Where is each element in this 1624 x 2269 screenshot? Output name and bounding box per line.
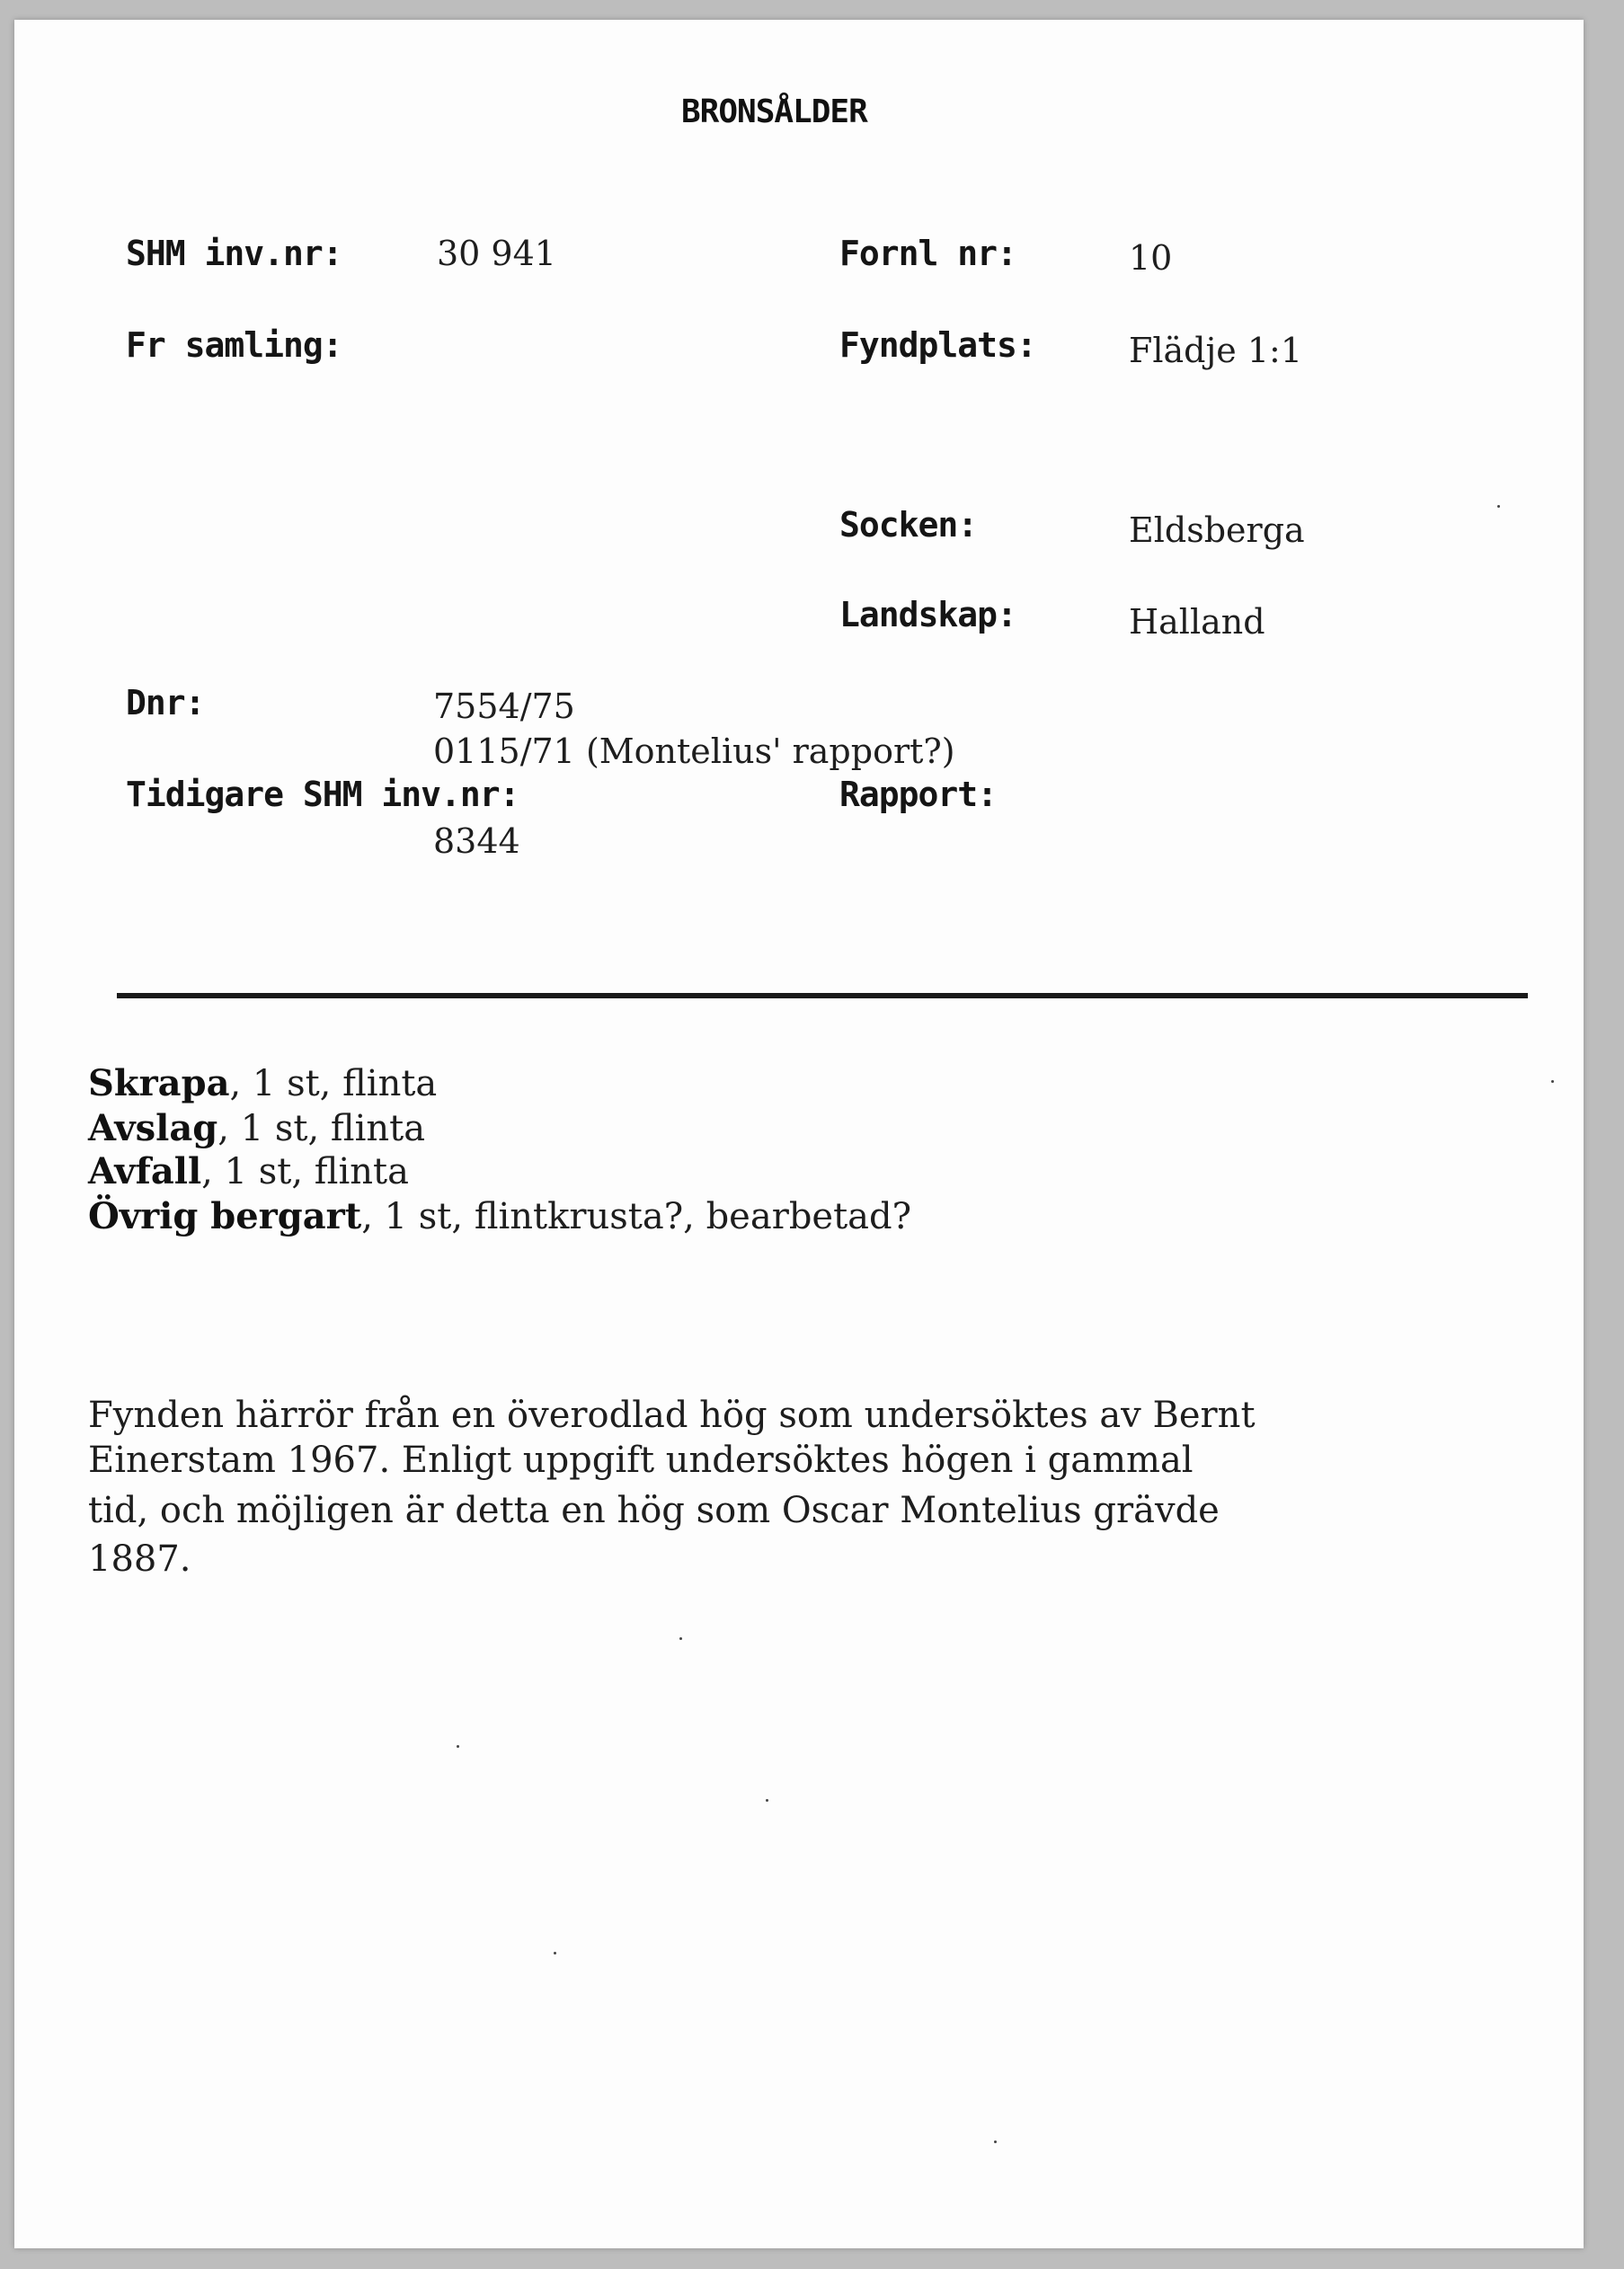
find-item: Avfall, 1 st, flinta bbox=[88, 1150, 409, 1192]
note-line: 1887. bbox=[88, 1538, 191, 1580]
rapport-label: Rapport: bbox=[839, 775, 998, 814]
find-item: Skrapa, 1 st, flinta bbox=[88, 1062, 438, 1104]
dnr-value-1: 7554/75 bbox=[433, 687, 575, 726]
note-line: tid, och möjligen är detta en hög som Oscar Montelius grävde bbox=[88, 1490, 1220, 1531]
scan-speck bbox=[1551, 1080, 1554, 1083]
shm-inv-nr-label: SHM inv.nr: bbox=[126, 234, 342, 273]
fornl-nr-value: 10 bbox=[1129, 238, 1173, 278]
catalog-card bbox=[14, 20, 1584, 2248]
note-line: Einerstam 1967. Enligt uppgift undersöktes högen i gammal bbox=[88, 1440, 1194, 1481]
socken-label: Socken: bbox=[839, 505, 978, 545]
find-item: Övrig bergart, 1 st, flintkrusta?, bearbetad? bbox=[88, 1195, 912, 1237]
socken-value: Eldsberga bbox=[1129, 510, 1305, 550]
scan-speck bbox=[457, 1745, 459, 1748]
find-item: Avslag, 1 st, flinta bbox=[88, 1107, 426, 1149]
scan-speck bbox=[766, 1799, 768, 1802]
note-line: Fynden härrör från en överodlad hög som undersöktes av Bernt bbox=[88, 1395, 1256, 1436]
fornl-nr-label: Fornl nr: bbox=[839, 234, 1016, 273]
scan-speck bbox=[1497, 505, 1500, 508]
landskap-label: Landskap: bbox=[839, 595, 1016, 634]
fyndplats-value: Flädje 1:1 bbox=[1129, 331, 1303, 370]
tidigare-shm-value: 8344 bbox=[433, 821, 520, 861]
scan-speck bbox=[679, 1637, 682, 1640]
dnr-label: Dnr: bbox=[126, 683, 205, 722]
page-title: BRONSÅLDER bbox=[681, 93, 867, 130]
scan-speck bbox=[554, 1952, 556, 1954]
scan-speck bbox=[994, 2140, 997, 2143]
fyndplats-label: Fyndplats: bbox=[839, 325, 1036, 365]
shm-inv-nr-value: 30 941 bbox=[437, 234, 556, 273]
tidigare-shm-label: Tidigare SHM inv.nr: bbox=[126, 775, 519, 814]
dnr-value-2: 0115/71 (Montelius' rapport?) bbox=[433, 731, 955, 771]
fr-samling-label: Fr samling: bbox=[126, 325, 342, 365]
divider-line bbox=[117, 993, 1528, 998]
landskap-value: Halland bbox=[1129, 602, 1265, 642]
